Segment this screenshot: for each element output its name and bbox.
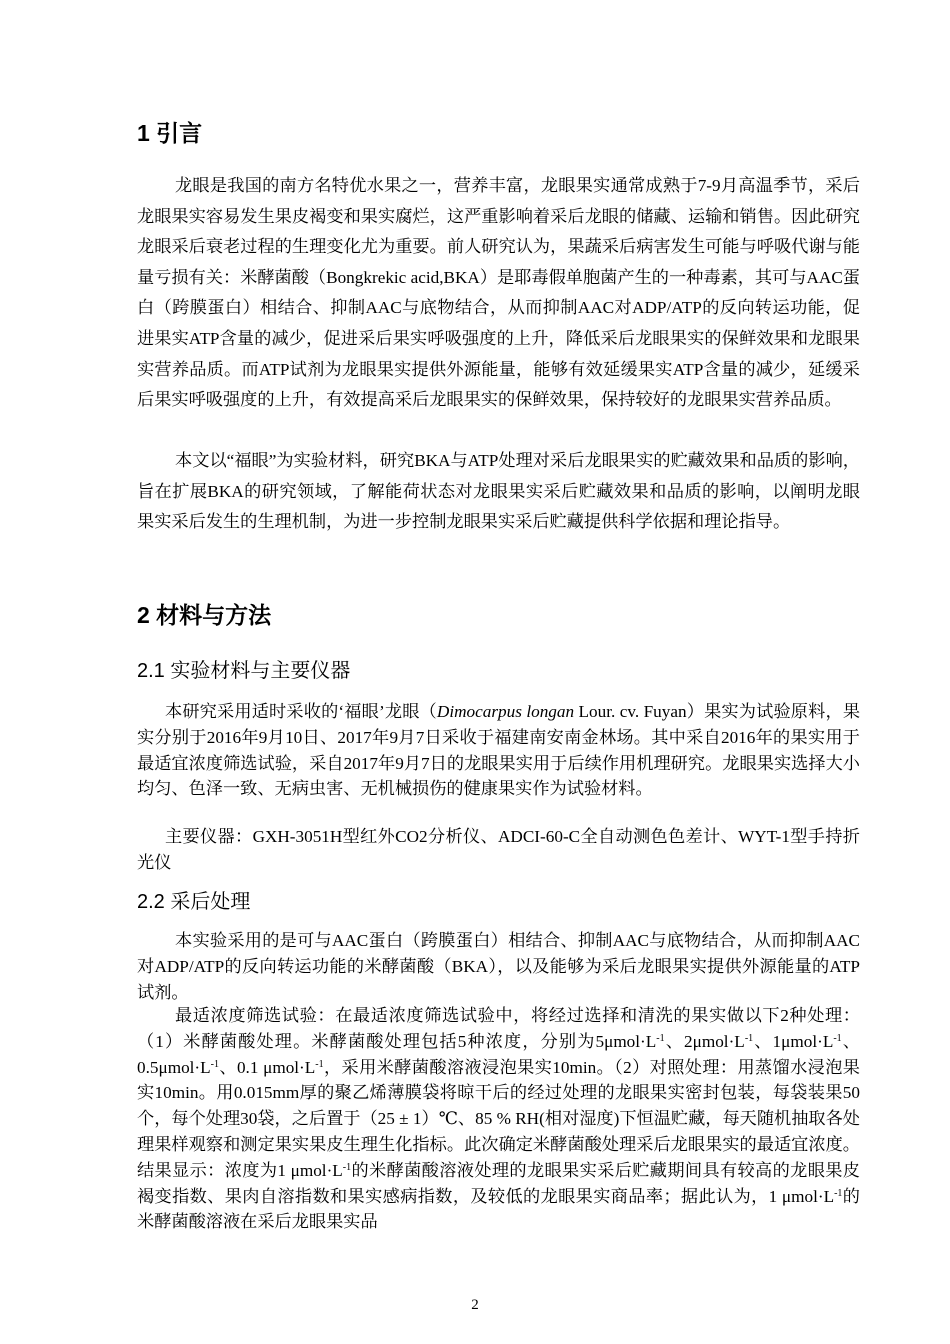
- treatment-text-f: ，采用米酵菌酸溶液浸泡果实10min。（2）对照处理：用蒸馏水浸泡果实10min。用0.015mm厚的聚乙烯薄膜袋将晾干后的经过处理的龙眼果实密封包装，每袋装果50个，每个处理30袋，之后置于（25 ± 1）℃、85 % RH(相对湿度)下恒温贮藏，每天随机抽取各处理果样观察和测定果实果皮生理生化指标。此次确定米酵菌酸处理采后龙眼果实的最适宜浓度。结果显示：浓度为1 μmol·L: [137, 1057, 860, 1180]
- species-name: Dimocarpus longan: [436, 702, 575, 721]
- treatment-text-d: 、0.5μmol·L: [137, 1031, 860, 1077]
- instruments-paragraph: 主要仪器：GXH-3051H型红外CO2分析仪、ADCI-60-C全自动测色色差计、WYT-1型手持折光仪: [137, 827, 860, 872]
- page-number: 2: [471, 1297, 479, 1313]
- section-heading-introduction: 1 引言: [137, 120, 203, 146]
- treatment-text-e: 、0.1 μmol·L: [219, 1057, 316, 1077]
- unit-superscript: -1: [315, 1058, 324, 1070]
- unit-superscript: -1: [210, 1058, 220, 1070]
- materials-paragraph: [137, 699, 860, 802]
- treatment-paragraph-2: [137, 1003, 860, 1235]
- treatment-text-a: 最适浓度筛选试验：在最适浓度筛选试验中，将经过选择和清洗的果实做以下2种处理：（1）米酵菌酸处理。米酵菌酸处理包括5种浓度，分别为5μmol·L: [137, 1006, 860, 1051]
- unit-superscript: -1: [656, 1032, 665, 1044]
- section-heading-materials-methods: 2 材料与方法: [137, 602, 272, 628]
- unit-superscript: -1: [833, 1032, 842, 1044]
- treatment-paragraph-1: 本实验采用的是可与AAC蛋白（跨膜蛋白）相结合、抑制AAC与底物结合，从而抑制AAC对ADP/ATP的反向转运功能的米酵菌酸（BKA），以及能够为采后龙眼果实提供外源能量的ATP试剂。: [137, 931, 860, 1002]
- subsection-heading-materials: 2.1 实验材料与主要仪器: [137, 660, 351, 682]
- treatment-text-g: 的米酵菌酸溶液处理的龙眼果实采后贮藏期间具有较高的龙眼果皮褐变指数、果肉自溶指数和果实感病指数，及较低的龙眼果实商品率；据此认为，1 μmol·L: [137, 1160, 860, 1206]
- intro-paragraph-2: 本文以“福眼”为实验材料，研究BKA与ATP处理对采后龙眼果实的贮藏效果和品质的影响，旨在扩展BKA的研究领域，了解能荷状态对龙眼果实采后贮藏效果和品质的影响，以阐明龙眼果实采后发生的生理机制，为进一步控制龙眼果实采后贮藏提供科学依据和理论指导。: [137, 451, 860, 532]
- unit-superscript: -1: [342, 1161, 352, 1173]
- unit-superscript: -1: [744, 1032, 754, 1044]
- materials-text-end: Lour. cv. Fuyan）果实为试验原料，果实分别于2016年9月10日、2017年9月7日采收于福建南安南金林场。其中采自2016年的果实用于最适宜浓度筛选试验，采自2017年9月7日的龙眼果实用于后续作用机理研究。龙眼果实选择大小均匀、色泽一致、无病虫害、无机械损伤的健康果实作为试验材料。: [137, 702, 861, 799]
- treatment-text-h: 的米酵菌酸溶液在采后龙眼果实品: [137, 1186, 860, 1232]
- intro-paragraph-1: 龙眼是我国的南方名特优水果之一，营养丰富，龙眼果实通常成熟于7-9月高温季节，采后龙眼果实容易发生果皮褐变和果实腐烂，这严重影响着采后龙眼的储藏、运输和销售。因此研究龙眼采后衰老过程的生理变化尤为重要。前人研究认为，果蔬采后病害发生可能与呼吸代谢与能量亏损有关：米酵菌酸（Bongkrekic acid,BKA）是耶毒假单胞菌产生的一种毒素，其可与AAC蛋白（跨膜蛋白）相结合、抑制AAC与底物结合，从而抑制AAC对ADP/ATP的反向转运功能，促进果实ATP含量的减少，促进采后果实呼吸强度的上升，降低采后龙眼果实的保鲜效果和龙眼果实营养品质。而ATP试剂为龙眼果实提供外源能量，能够有效延缓果实ATP含量的减少，延缓采后果实呼吸强度的上升，有效提高采后龙眼果实的保鲜效果，保持较好的龙眼果实营养品质。: [137, 176, 860, 410]
- treatment-text-b: 、2μmol·L: [664, 1031, 745, 1051]
- unit-superscript: -1: [834, 1187, 843, 1199]
- materials-text-start: 本研究采用适时采收的‘福眼’龙眼（: [165, 702, 437, 721]
- treatment-text-c: 、1μmol·L: [753, 1031, 834, 1051]
- subsection-heading-treatment: 2.2 采后处理: [137, 891, 251, 913]
